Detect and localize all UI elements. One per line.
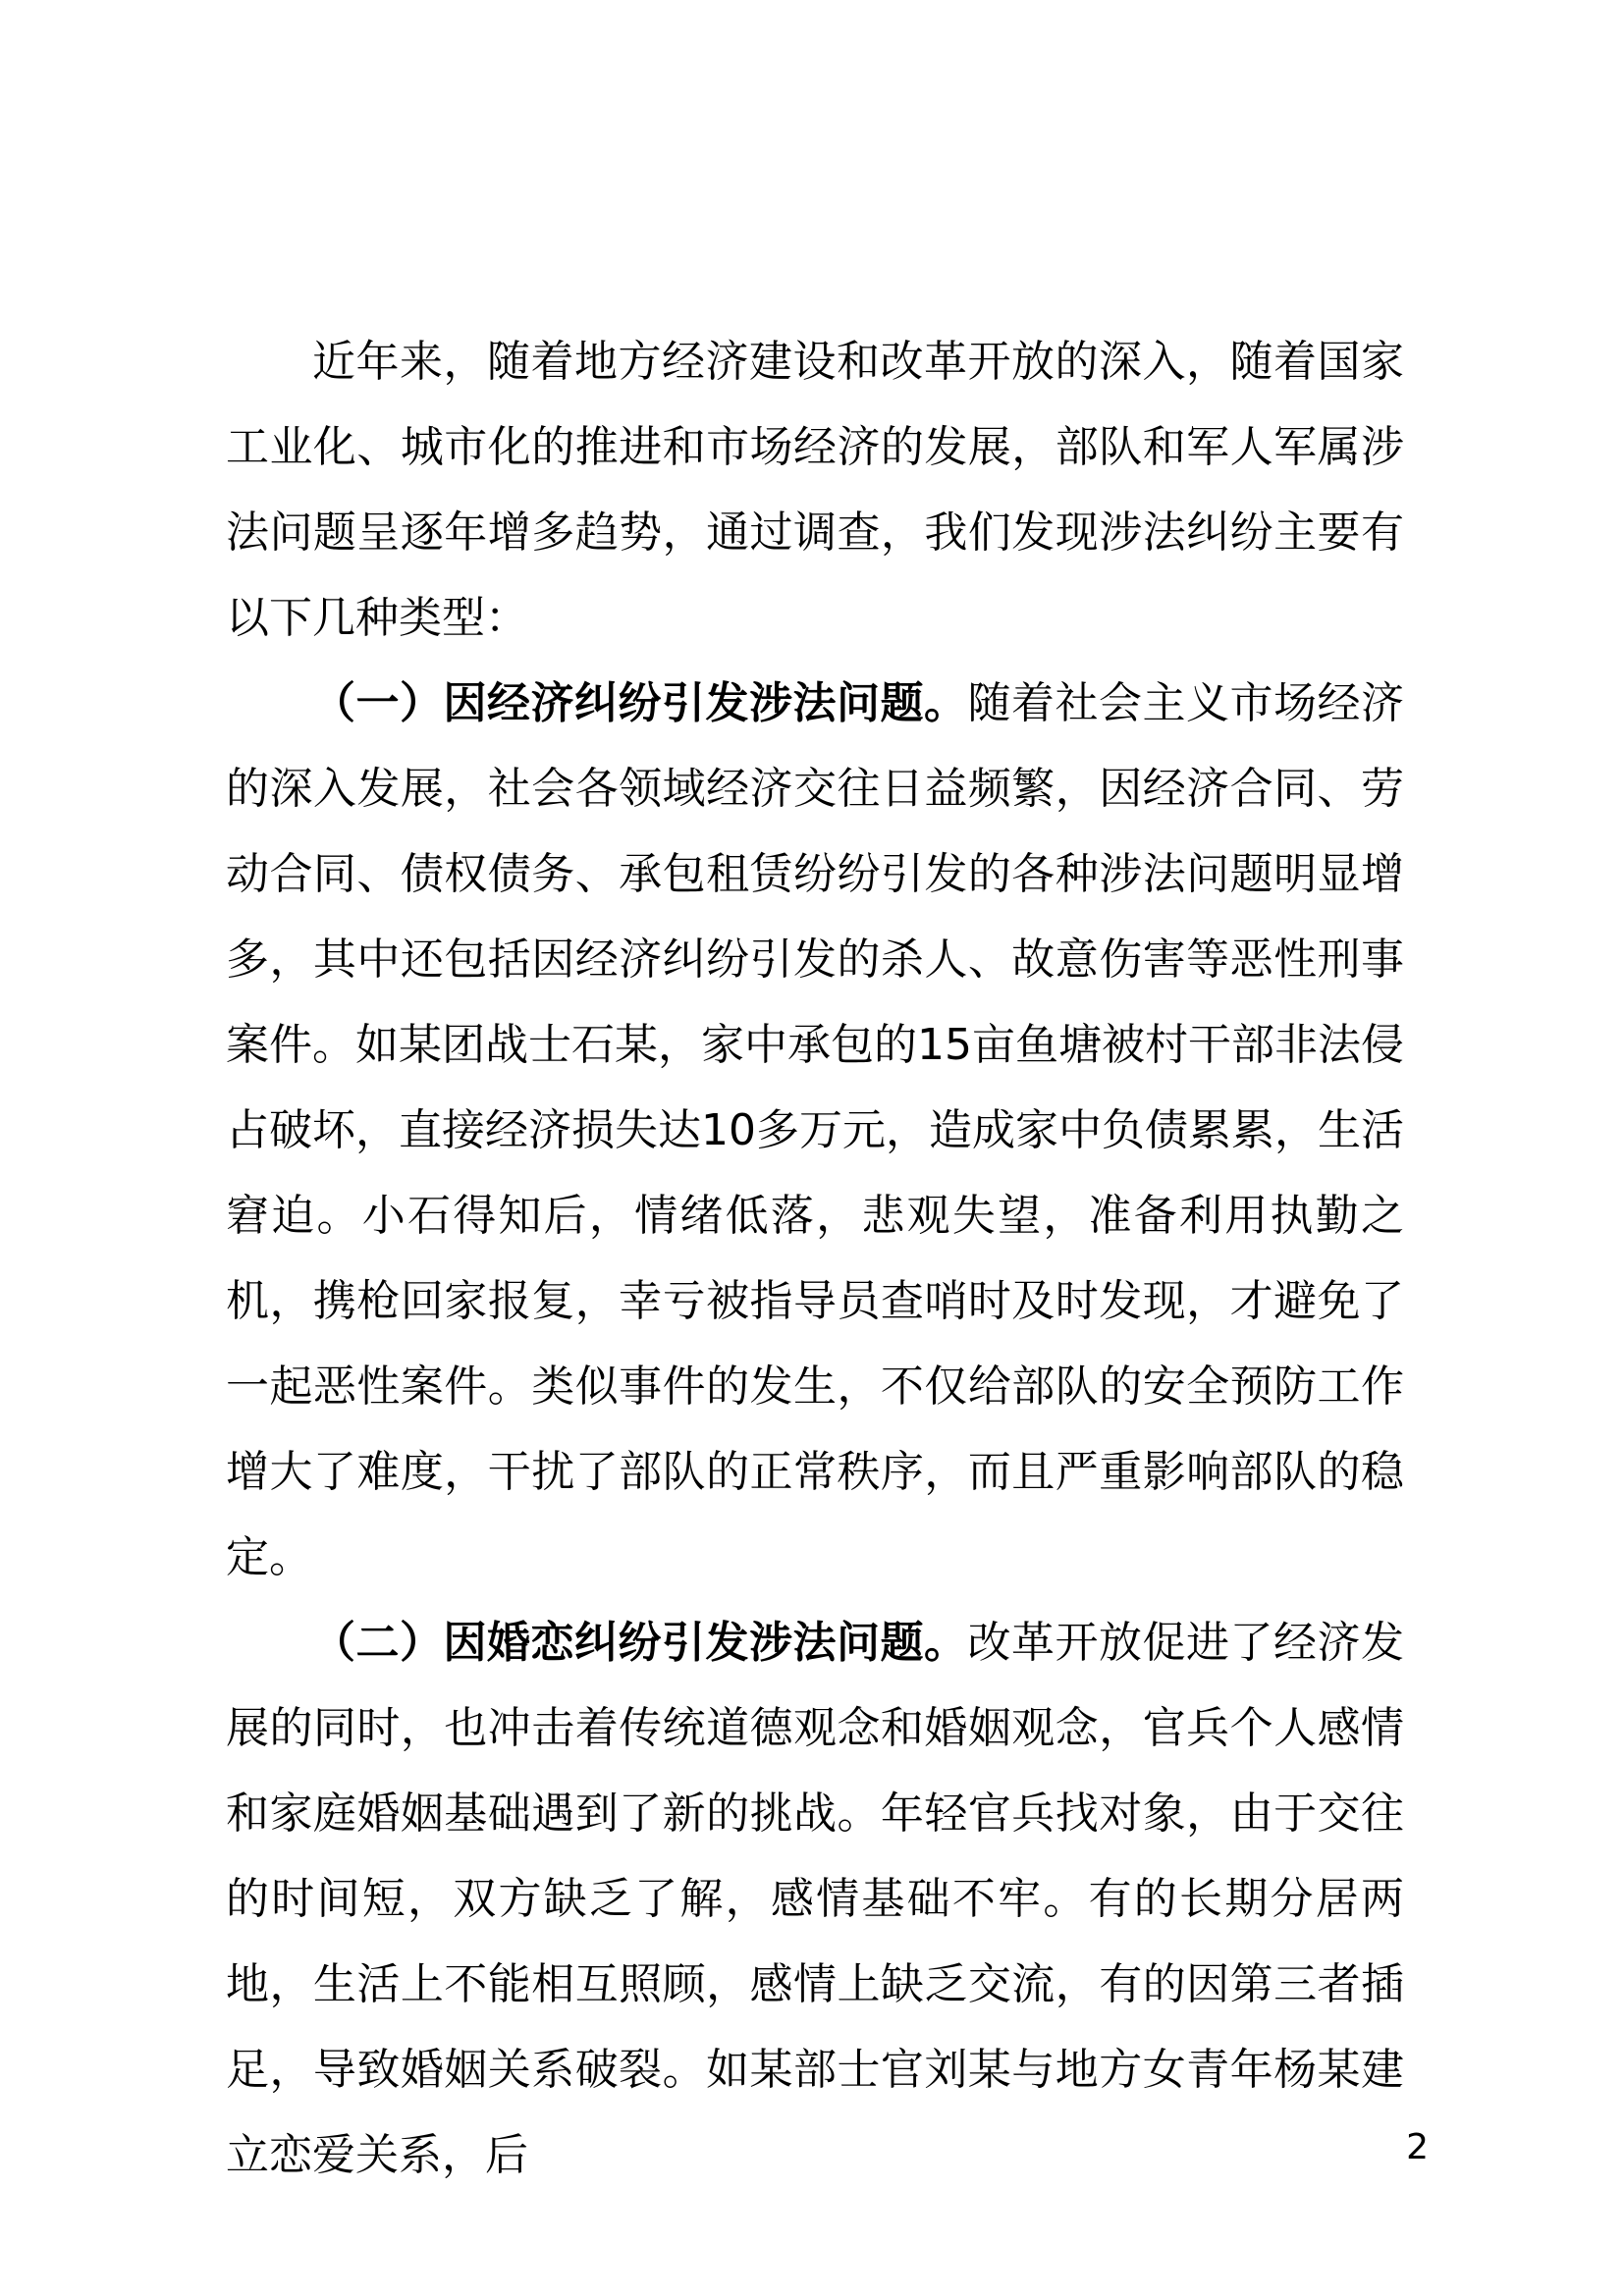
body-text: [226, 319, 1404, 2198]
paragraph-intro: [226, 319, 1404, 661]
paragraph-economic-disputes: [226, 661, 1404, 1600]
section-heading-economic: （一）因经济纠纷引发涉法问题。: [312, 678, 968, 728]
paragraph-marriage-disputes: [226, 1600, 1404, 2198]
paragraph-marriage-text: 改革开放促进了经济发展的同时，也冲击着传统道德观念和婚姻观念，官兵个人感情和家庭婚姻基础遇到了新的挑战。年轻官兵找对象，由于交往的时间短，双方缺乏了解，感情基础不牢。有的长期分居两地，生活上不能相互照顾，感情上缺乏交流，有的因第三者插足，导致婚姻关系破裂。如某部士官刘某与地方女青年杨某建立恋爱关系，后: [226, 1618, 1404, 2180]
page-number: 2: [1406, 2127, 1429, 2167]
section-heading-marriage: （二）因婚恋纠纷引发涉法问题。: [312, 1618, 968, 1668]
paragraph-intro-text: 近年来，随着地方经济建设和改革开放的深入，随着国家工业化、城市化的推进和市场经济的发展，部队和军人军属涉法问题呈逐年增多趋势，通过调查，我们发现涉法纠纷主要有以下几种类型：: [226, 337, 1404, 643]
paragraph-economic-text: 随着社会主义市场经济的深入发展，社会各领域经济交往日益频繁，因经济合同、劳动合同、债权债务、承包租赁纷纷引发的各种涉法问题明显增多，其中还包括因经济纠纷引发的杀人、故意伤害等恶性刑事案件。如某团战士石某，家中承包的15亩鱼塘被村干部非法侵占破坏，直接经济损失达10多万元，造成家中负债累累，生活窘迫。小石得知后，情绪低落，悲观失望，准备利用执勤之机，携枪回家报复，幸亏被指导员查哨时及时发现，才避免了一起恶性案件。类似事件的发生，不仅给部队的安全预防工作增大了难度，干扰了部队的正常秩序，而且严重影响部队的稳定。: [226, 678, 1404, 1582]
